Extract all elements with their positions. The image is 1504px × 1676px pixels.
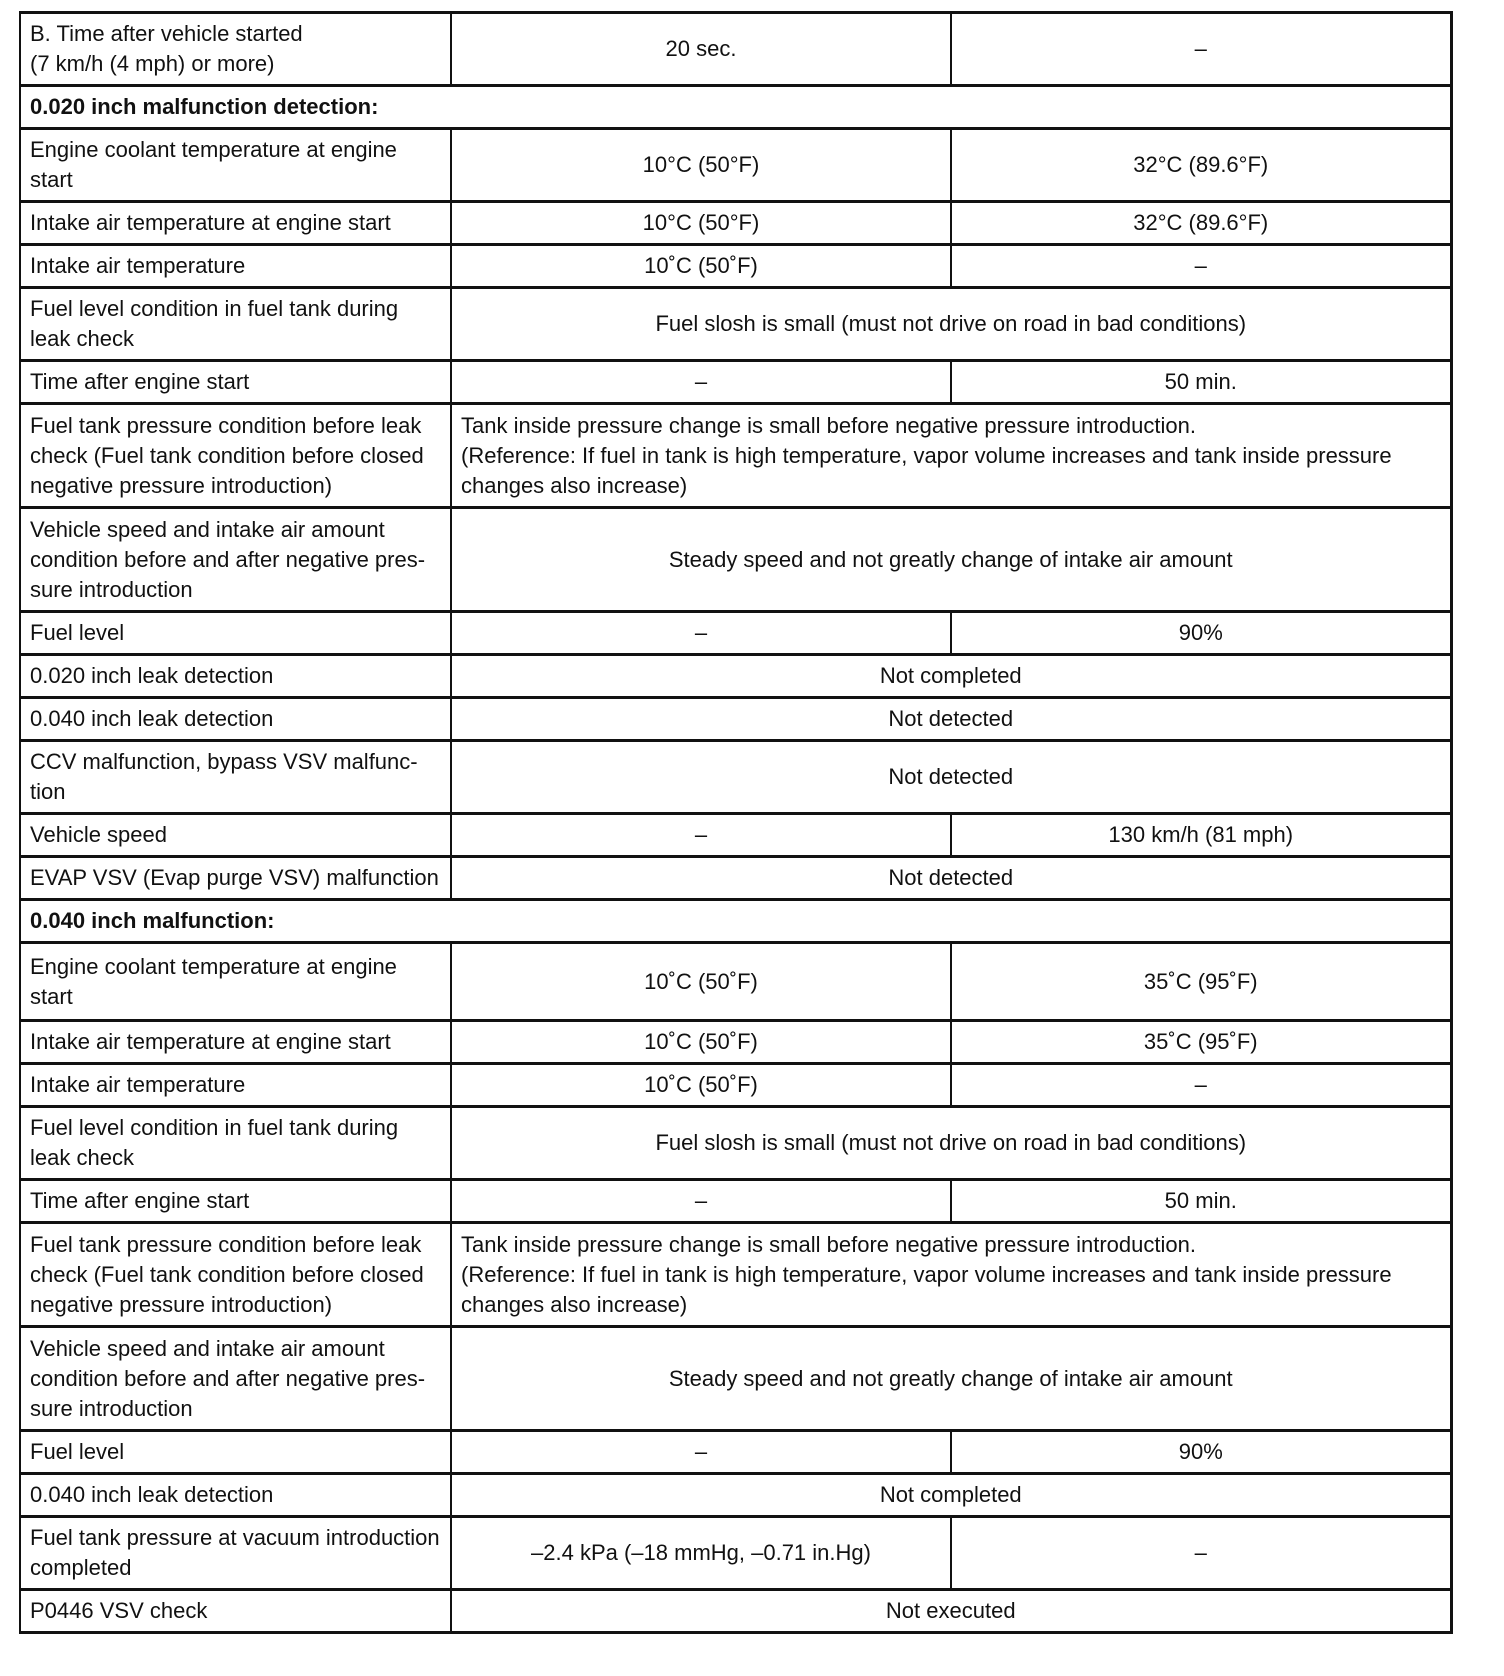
row-value-span: Not completed [451,655,1451,698]
table-row [20,1223,1451,1327]
row-label: Fuel level condition in fuel tank during leak check [20,1107,451,1180]
row-label: Time after engine start [20,1180,451,1223]
row-label: 0.040 inch leak detection [20,1474,451,1517]
row-value-max: 32°C (89.6°F) [951,129,1451,202]
row-value-span: Steady speed and not greatly change of intake air amount [451,508,1451,612]
row-value-min: – [451,1431,951,1474]
row-value-min: –2.4 kPa (–18 mmHg, –0.71 in.Hg) [451,1517,951,1590]
table-row [20,655,1451,698]
table-row [20,698,1451,741]
table-row [20,1327,1451,1431]
row-value-max: 35˚C (95˚F) [951,943,1451,1021]
row-label: Vehicle speed and intake air amount condition before and after negative pres-sure introduction [20,1327,451,1431]
row-label: B. Time after vehicle started (7 km/h (4 mph) or more) [20,13,451,86]
row-value-span: Not completed [451,1474,1451,1517]
row-label: Vehicle speed [20,814,451,857]
row-value-span: Not executed [451,1590,1451,1633]
table-row [20,129,1451,202]
table-row [20,1517,1451,1590]
row-label: CCV malfunction, bypass VSV malfunc-tion [20,741,451,814]
row-value-min: 10°C (50°F) [451,129,951,202]
row-label: Intake air temperature [20,245,451,288]
table-row [20,1064,1451,1107]
row-label: P0446 VSV check [20,1590,451,1633]
row-value-max: – [951,245,1451,288]
section-header-row [20,86,1451,129]
table-row [20,814,1451,857]
table-row [20,508,1451,612]
table-row [20,202,1451,245]
row-label: Vehicle speed and intake air amount condition before and after negative pres-sure introduction [20,508,451,612]
row-label: 0.020 inch leak detection [20,655,451,698]
row-value-min: – [451,1180,951,1223]
row-label: Fuel tank pressure condition before leak check (Fuel tank condition before closed negative pressure introduction) [20,1223,451,1327]
row-value-span: Tank inside pressure change is small before negative pressure introduction. (Reference: If fuel in tank is high temperature, vapor volume increases and tank inside pressure changes also increase) [451,404,1451,508]
table-row [20,1590,1451,1633]
row-value-span: Not detected [451,741,1451,814]
row-label: Fuel tank pressure at vacuum introduction completed [20,1517,451,1590]
table-row [20,404,1451,508]
table-row [20,13,1451,86]
row-value-max: – [951,1517,1451,1590]
table-row [20,245,1451,288]
conditions-table [19,11,1453,1634]
row-label: Time after engine start [20,361,451,404]
row-value-max: 50 min. [951,1180,1451,1223]
row-value-min: 10°C (50°F) [451,202,951,245]
row-value-max: – [951,13,1451,86]
row-label: Engine coolant temperature at engine start [20,129,451,202]
row-value-span: Tank inside pressure change is small before negative pressure introduction. (Reference: If fuel in tank is high temperature, vapor volume increases and tank inside pressure changes also increase) [451,1223,1451,1327]
row-value-span: Steady speed and not greatly change of intake air amount [451,1327,1451,1431]
table-row [20,741,1451,814]
row-value-min: 10˚C (50˚F) [451,245,951,288]
row-value-min: 20 sec. [451,13,951,86]
table-row [20,1180,1451,1223]
row-value-max: 50 min. [951,361,1451,404]
row-value-min: 10˚C (50˚F) [451,1064,951,1107]
table-row [20,612,1451,655]
row-label: Fuel level [20,1431,451,1474]
row-value-min: 10˚C (50˚F) [451,1021,951,1064]
table-row [20,1107,1451,1180]
section-title: 0.020 inch malfunction detection: [20,86,1451,129]
table-row [20,1474,1451,1517]
row-label: Fuel tank pressure condition before leak check (Fuel tank condition before closed negative pressure introduction) [20,404,451,508]
row-value-min: – [451,361,951,404]
table-row [20,857,1451,900]
row-label: Intake air temperature [20,1064,451,1107]
row-label: Fuel level [20,612,451,655]
row-value-max: – [951,1064,1451,1107]
section-title: 0.040 inch malfunction: [20,900,1451,943]
row-value-min: 10˚C (50˚F) [451,943,951,1021]
row-label: EVAP VSV (Evap purge VSV) malfunction [20,857,451,900]
row-label: Engine coolant temperature at engine start [20,943,451,1021]
row-label: 0.040 inch leak detection [20,698,451,741]
row-label: Intake air temperature at engine start [20,202,451,245]
row-value-min: – [451,612,951,655]
row-value-min: – [451,814,951,857]
row-value-max: 130 km/h (81 mph) [951,814,1451,857]
row-label: Intake air temperature at engine start [20,1021,451,1064]
row-value-max: 90% [951,1431,1451,1474]
table-row [20,288,1451,361]
row-value-span: Fuel slosh is small (must not drive on road in bad conditions) [451,1107,1451,1180]
table-row [20,943,1451,1021]
conditions-table-body [20,13,1451,1633]
row-value-span: Not detected [451,857,1451,900]
table-row [20,1431,1451,1474]
row-value-max: 90% [951,612,1451,655]
row-value-max: 35˚C (95˚F) [951,1021,1451,1064]
section-header-row [20,900,1451,943]
table-row [20,1021,1451,1064]
row-value-span: Not detected [451,698,1451,741]
row-value-span: Fuel slosh is small (must not drive on road in bad conditions) [451,288,1451,361]
row-value-max: 32°C (89.6°F) [951,202,1451,245]
table-row [20,361,1451,404]
row-label: Fuel level condition in fuel tank during leak check [20,288,451,361]
